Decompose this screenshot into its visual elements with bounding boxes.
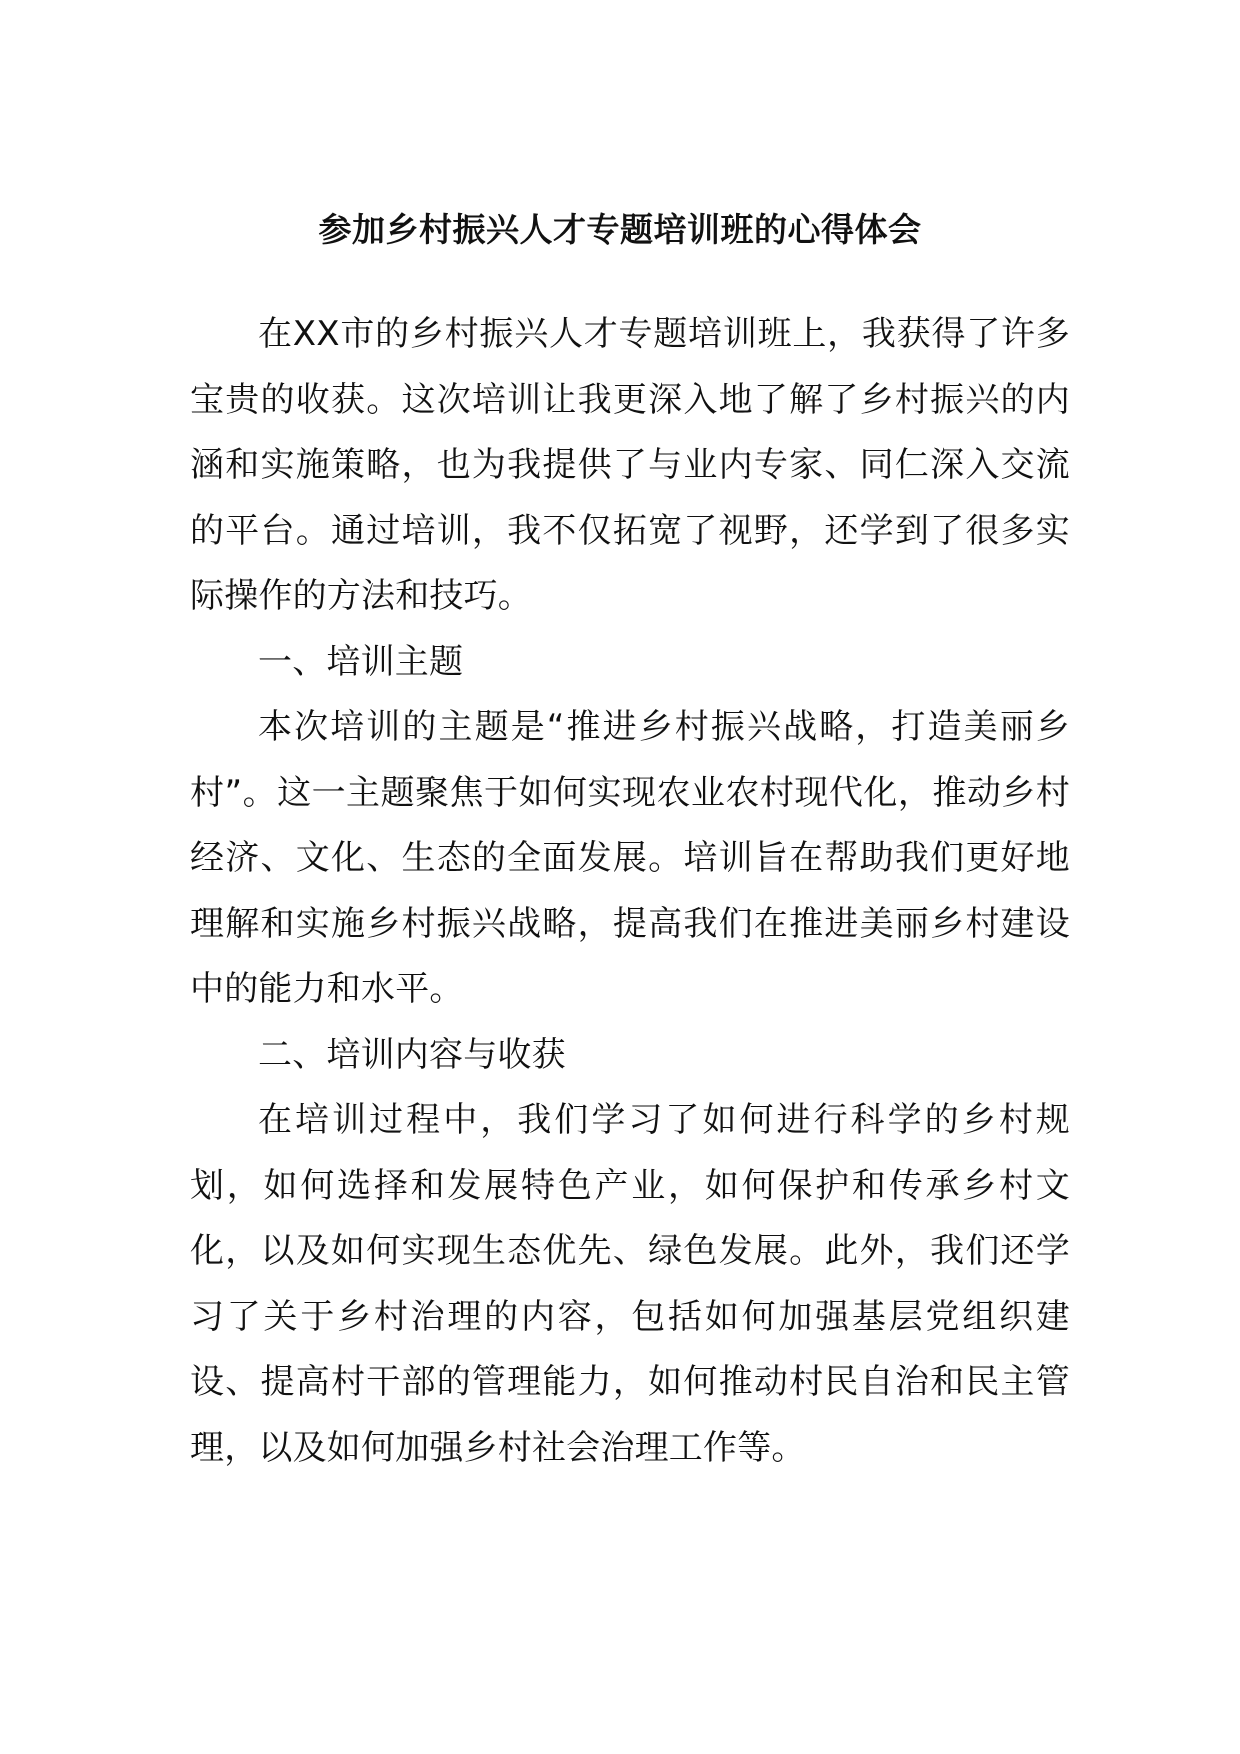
- document-title: 参加乡村振兴人才专题培训班的心得体会: [318, 210, 922, 249]
- document-body: [190, 302, 1070, 1481]
- topic-paragraph: 本次培训的主题是“推进乡村振兴战略，打造美丽乡村”。这一主题聚焦于如何实现农业农村现代化，推动乡村经济、文化、生态的全面发展。培训旨在帮助我们更好地理解和实施乡村振兴战略，提高我们在推进美丽乡村建设中的能力和水平。: [190, 707, 1070, 1009]
- section-heading-topic: 一、培训主题: [258, 641, 464, 682]
- intro-paragraph: 在XX市的乡村振兴人才专题培训班上，我获得了许多宝贵的收获。这次培训让我更深入地了解了乡村振兴的内涵和实施策略，也为我提供了与业内专家、同仁深入交流的平台。通过培训，我不仅拓宽了视野，还学到了很多实际操作的方法和技巧。: [190, 314, 1070, 616]
- content-paragraph: 在培训过程中，我们学习了如何进行科学的乡村规划，如何选择和发展特色产业，如何保护和传承乡村文化，以及如何实现生态优先、绿色发展。此外，我们还学习了关于乡村治理的内容，包括如何加强基层党组织建设、提高村干部的管理能力，如何推动村民自治和民主管理，以及如何加强乡村社会治理工作等。: [190, 1100, 1070, 1468]
- section-heading-content: 二、培训内容与收获: [258, 1034, 566, 1075]
